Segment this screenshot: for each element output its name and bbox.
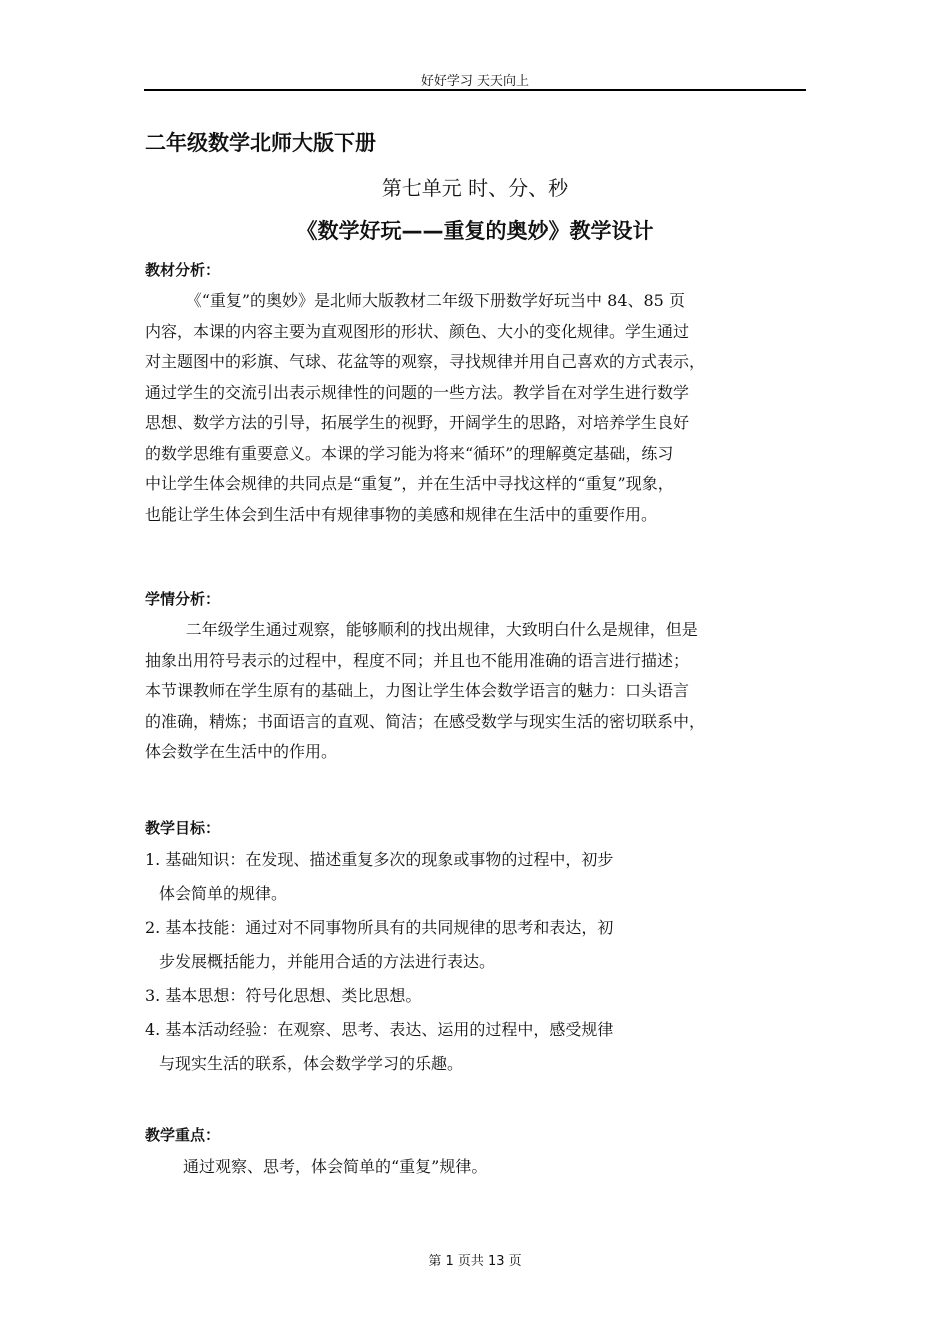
paragraph-line: 思想、数学方法的引导，拓展学生的视野，开阔学生的思路，对培养学生良好 [145,413,690,432]
unit-title: 第七单元 时、分、秒 [381,176,569,200]
paragraph-line: 内容，本课的内容主要为直观图形的形状、颜色、大小的变化规律。学生通过 [145,321,690,341]
paragraph-line: 中让学生体会规律的共同点是“重复”，并在生活中寻找这样的“重复”现象， [145,474,674,493]
student-analysis-body [145,615,817,768]
paragraph-line: 的准确，精炼；书面语言的直观、简洁；在感受数学与现实生活的密切联系中， [145,711,706,731]
paragraph-line: 本节课教师在学生原有的基础上，力图让学生体会数学语言的魅力：口头语言 [145,681,690,700]
goal-item: 1. 基础知识：在发现、描述重复多次的现象或事物的过程中，初步 [145,850,614,869]
key-points-heading: 教学重点： [145,1126,221,1144]
goal-item: 4. 基本活动经验：在观察、思考、表达、运用的过程中，感受规律 [145,1020,614,1039]
document-title: 二年级数学北师大版下册 [145,131,376,155]
paragraph-line: 抽象出用符号表示的过程中，程度不同；并且也不能用准确的语言进行描述； [145,650,690,670]
goal-item-continuation: 体会简单的规律。 [159,884,288,903]
lesson-title: 《数学好玩——重复的奥妙》教学设计 [296,219,654,243]
goals-list [145,843,613,1081]
goal-item-continuation: 与现实生活的联系，体会数学学习的乐趣。 [159,1054,464,1073]
student-analysis-heading: 学情分析： [145,590,221,608]
goal-item: 3. 基本思想：符号化思想、类比思想。 [145,986,422,1005]
paragraph-line: 体会数学在生活中的作用。 [145,742,338,761]
material-analysis-heading: 教材分析： [145,261,221,279]
page-header: 好好学习 天天向上 [420,74,530,89]
goals-heading: 教学目标： [145,819,221,837]
paragraph-line: 的数学思维有重要意义。本课的学习能为将来“循环”的理解奠定基础，练习 [145,443,674,463]
paragraph-line: 通过学生的交流引出表示规律性的问题的一些方法。教学旨在对学生进行数学 [145,382,690,402]
goal-item: 2. 基本技能：通过对不同事物所具有的共同规律的思考和表达，初 [145,918,614,937]
material-analysis-body [145,286,817,530]
goal-item-continuation: 步发展概括能力，并能用合适的方法进行表达。 [159,952,496,971]
key-points-text: 通过观察、思考，体会简单的“重复”规律。 [183,1157,488,1176]
paragraph-line: 也能让学生体会到生活中有规律事物的美感和规律在生活中的重要作用。 [145,504,658,524]
page-footer: 第 1 页共 13 页 [428,1254,522,1269]
paragraph-line: 《“重复”的奥妙》是北师大版教材二年级下册数学好玩当中 84、85 页 [145,291,685,310]
paragraph-line: 对主题图中的彩旗、气球、花盆等的观察，寻找规律并用自己喜欢的方式表示， [145,352,706,371]
paragraph-line: 二年级学生通过观察，能够顺利的找出规律，大致明白什么是规律，但是 [145,620,698,639]
header-divider [144,89,806,91]
